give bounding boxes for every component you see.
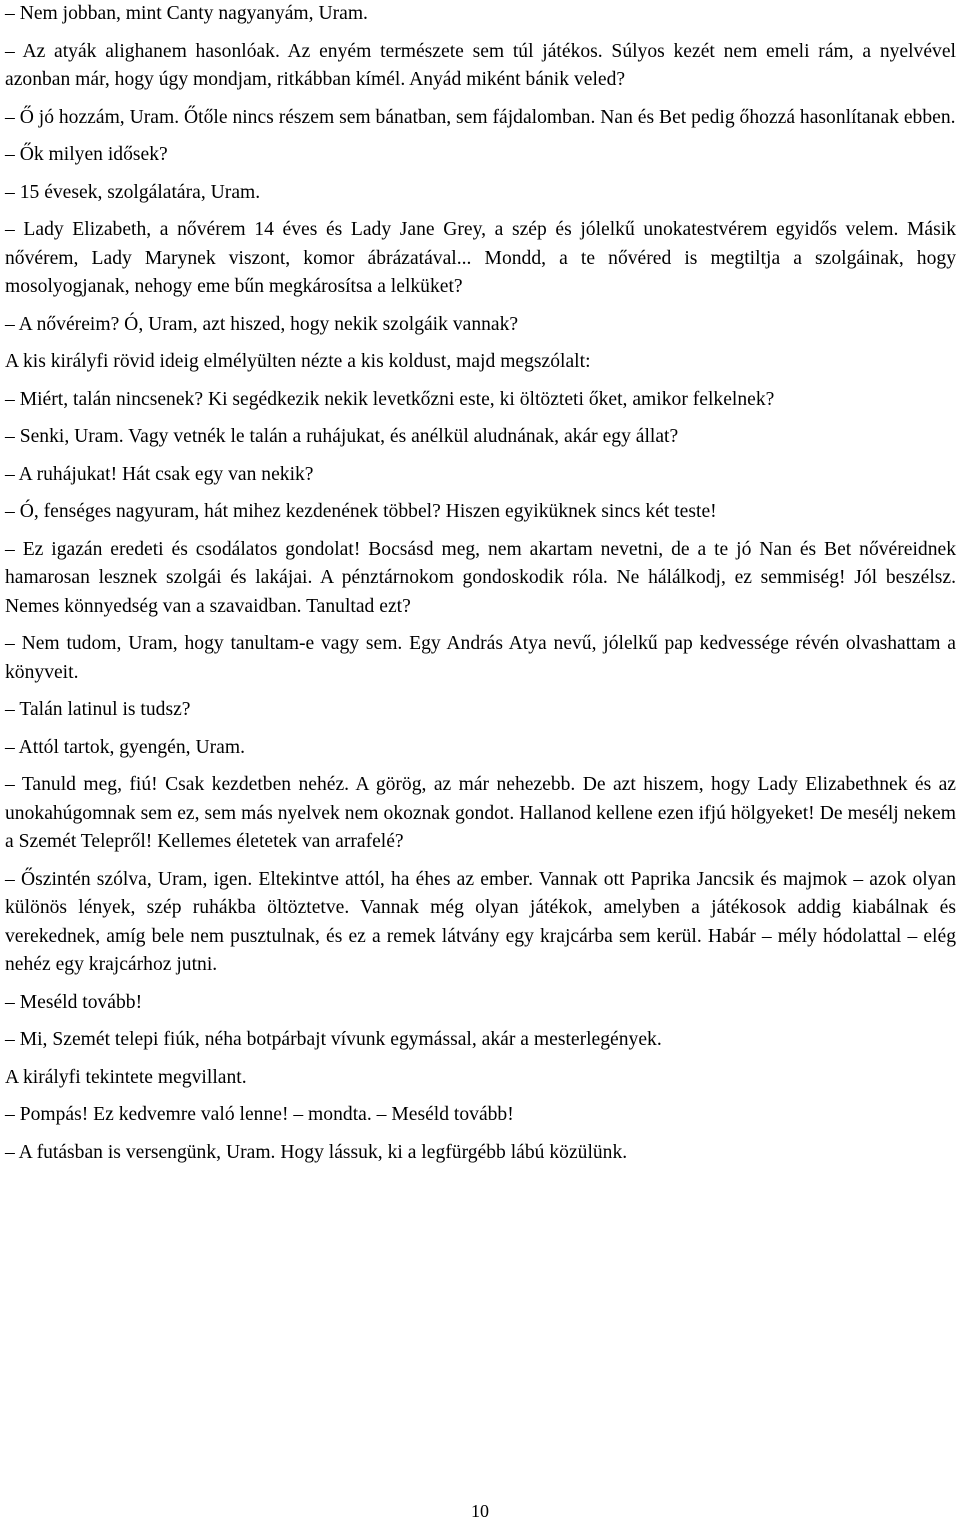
paragraph: A királyfi tekintete megvillant. xyxy=(5,1066,247,1088)
paragraph: – Nem jobban, mint Canty nagyanyám, Uram. xyxy=(5,3,368,24)
paragraph: – Ő jó hozzám, Uram. Őtőle nincs részem sem bánatban, sem fájdalomban. Nan és Bet pedig őhozzá hasonlítanak ebben. xyxy=(5,106,956,128)
paragraph: – Ó, fenséges nagyuram, hát mihez kezdenének többel? Hiszen egyiküknek sincs két teste! xyxy=(5,501,717,522)
paragraph: – Pompás! Ez kedvemre való lenne! – mondta. – Meséld tovább! xyxy=(5,1104,514,1125)
paragraph: – Talán latinul is tudsz? xyxy=(5,699,191,720)
paragraph: – A futásban is versengünk, Uram. Hogy lássuk, ki a legfürgébb lábú közülünk. xyxy=(5,1141,628,1163)
paragraph: – Meséld tovább! xyxy=(5,991,143,1013)
paragraph: – Miért, talán nincsenek? Ki segédkezik nekik levetkőzni este, ki öltözteti őket, amikor felkelnek? xyxy=(5,388,775,410)
paragraph: – Nem tudom, Uram, hogy tanultam-e vagy sem. Egy András Atya nevű, jólelkű pap kedvessége révén olvashattam a könyveit. xyxy=(5,633,956,683)
paragraph: – Lady Elizabeth, a nővérem 14 éves és Lady Jane Grey, a szép és jólelkű unokatestvérem egyidős velem. Másik nővérem, Lady Marynek viszont, komor ábrázatával... Mondd, a te nővéred is megtiltja a szolgáinak, hogy mosolyogjanak, nehogy eme bűn megkárosítsa a lelküket? xyxy=(5,219,956,297)
paragraph: – Tanuld meg, fiú! Csak kezdetben nehéz. A görög, az már nehezebb. De azt hiszem, hogy Lady Elizabethnek és az unokahúgomnak sem ez, sem más nyelvek nem okoznak gondot. Hallanod kellene ezen ifjú hölgyeket! De mesélj nekem a Szemét Telepről! Kellemes életetek van arrafelé? xyxy=(5,774,956,852)
paragraph: – Senki, Uram. Vagy vetnék le talán a ruhájukat, és anélkül aludnának, akár egy állat? xyxy=(5,426,679,447)
paragraph: – A nővéreim? Ó, Uram, azt hiszed, hogy nekik szolgáik vannak? xyxy=(5,313,519,335)
body-text xyxy=(5,0,956,1176)
paragraph: – A ruhájukat! Hát csak egy van nekik? xyxy=(5,463,314,485)
paragraph: – Ők milyen idősek? xyxy=(5,144,168,165)
paragraph: – 15 évesek, szolgálatára, Uram. xyxy=(5,181,261,203)
paragraph: A kis királyfi rövid ideig elmélyülten nézte a kis koldust, majd megszólalt: xyxy=(5,351,591,372)
paragraph: – Attól tartok, gyengén, Uram. xyxy=(5,736,245,758)
paragraph: – Mi, Szemét telepi fiúk, néha botpárbajt vívunk egymással, akár a mesterlegények. xyxy=(5,1029,662,1050)
paragraph: – Az atyák alighanem hasonlóak. Az enyém természete sem túl játékos. Súlyos kezét nem emeli rám, a nyelvével azonban már, hogy úgy mondjam, ritkábban kímél. Anyád miként bánik veled? xyxy=(5,40,956,90)
page-number: 10 xyxy=(471,1501,489,1521)
paragraph: – Őszintén szólva, Uram, igen. Eltekintve attól, ha éhes az ember. Vannak ott Paprika Jancsik és majmok – azok olyan különös lények, szép ruhákba öltöztetve. Vannak még olyan játékok, amelyben a játékosok addig kiabálnak és verekednek, amíg bele nem pusztulnak, és ez a remek látvány egy krajcárba sem kerül. Habár – mély hódolattal – elég nehéz egy krajcárhoz jutni. xyxy=(5,868,956,975)
paragraph: – Ez igazán eredeti és csodálatos gondolat! Bocsásd meg, nem akartam nevetni, de a te jó Nan és Bet nővéreidnek hamarosan lesznek szolgái és lakájai. A pénztárnokom gondoskodik róla. Ne hálálkodj, ez semmiség! Jól beszélsz. Nemes könnyedség van a szavaidban. Tanultad ezt? xyxy=(5,538,956,617)
